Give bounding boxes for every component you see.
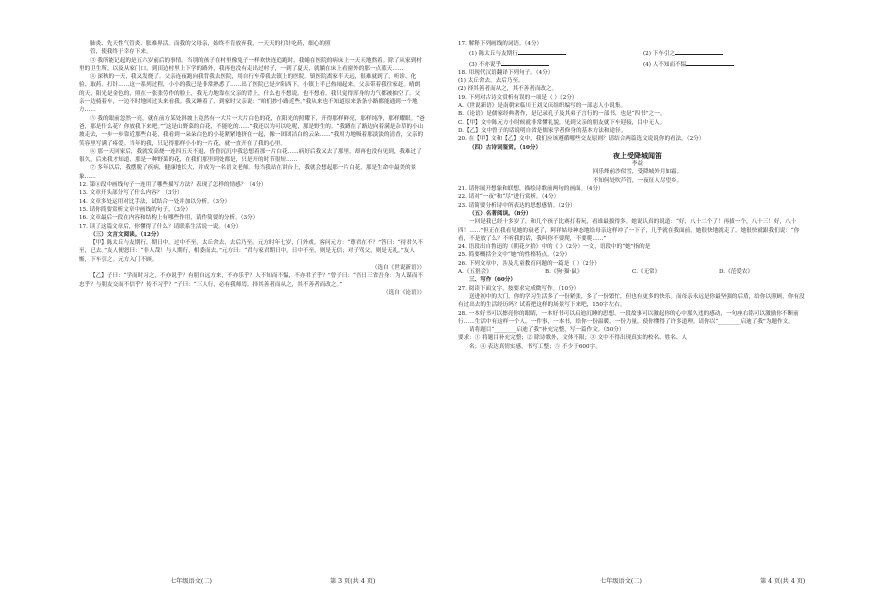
section-heading: （三）文言文阅读。（12分） <box>90 231 163 238</box>
paragraph-5: ⑤ 我的眼前忽然一亮，就在前方某处斜坡上竟然有一大片一大片白色的花，在阳光的照耀下，开得那样鲜亮，那样纯净，那样耀眼。“爸爸，那是什么花？你放我下来吧。”“这是山野菜的白花，不能吃的……”我还以为可以吃呢，那是野生的。“我蹲在了路边向着满是杂草的小山坡走去，一步一步靠近那些白花，我看到一朵朵白色的小花紧紧地挤在一起，像一团团洁白的云朵……”我用力地吸着那淡淡的清香，父亲的笑容里写满了疼爱。当年的我，只记得那样小小的一片花，就一直开在了我的心里。 <box>79 115 425 147</box>
question-14: 14. 文章多处运用对比手法，试结合一处并加以分析。（3分） <box>79 198 231 205</box>
question-28: 28. 一本好书可以擦亮你的眼睛，一本好书可以启迪沉睡的思想，一段故事可以激起你的心中那久违的感动，一句座右铭可以激励你不断前行……生活中有这样一个人，一件事，一本书，给你一份温暖、一份力量，使你懂得了许多道理。请你以“________启迪了我”为题作文。 <box>458 310 799 325</box>
q17-item: (4) 人不知而不愠 <box>632 59 806 69</box>
poem-author: 李益 <box>631 161 644 168</box>
page-4 <box>435 0 870 595</box>
question-18: 18. 用现代汉语翻译下列句子。（4分） <box>458 69 554 76</box>
question-13: 13. 文章开头部分写了什么内容？（3分） <box>79 190 183 197</box>
question-25: 25. 简要概括全文中“她”的性格特点。（2分） <box>458 252 571 259</box>
q26-option-d: D.《范爱农》 <box>719 269 754 276</box>
question-22: 22. 请对“一夜”和“尽”进行赏析。（4分） <box>458 194 560 201</box>
question-19: 19. 下列对古诗文赏析有误的一项是（ ）（2分） <box>458 94 578 101</box>
question-27: 27. 阅读下面文字，按要求完成微写作。（10分） <box>458 285 580 292</box>
q17-item: (1) 陈太丘与友期行 <box>458 48 632 58</box>
q19-option-a: A.《世说新语》是南朝宋临川王刘义庆组织编写的一部志人小说集。 <box>458 103 627 110</box>
q26-options <box>458 268 806 276</box>
writing-heading: 三、写作（60分） <box>469 277 516 284</box>
q18-item: (1) 太丘舍去，去后乃至。 <box>458 78 524 85</box>
q19-option-b: B.《论语》是儒家经典著作，是记录孔子及其弟子言行的一部书，也是“四书”之一。 <box>458 111 666 118</box>
q17-items <box>458 48 806 69</box>
body-line: 管，使我终于幸存下来。 <box>90 49 152 56</box>
paragraph-7: ⑦ 多年以后，我摆脱了疾病，健康地长大，并成为一名语文老师。每当我站在讲台上，我就会想起那一片白花，那是生命中最美的景象…… <box>79 165 417 180</box>
q26-option-a: A.《五猖会》 <box>458 269 492 276</box>
footer-page-number: 第 4 页(共 4 页) <box>760 578 806 585</box>
footer-page-number: 第 3 页(共 4 页) <box>330 578 376 585</box>
q19-option-d: D.【乙】文中曾子的话说明自省是儒家学者修身的基本方法和途径。 <box>458 127 627 134</box>
body-line: 肺炎、先天性气管炎、胀难界活。而我的父母亲，始终不肯放弃我，一天天的打针吃药，细心的照 <box>90 41 331 47</box>
section-heading: （四）古诗词鉴赏。（10分） <box>469 144 542 151</box>
question-15: 15. 请你简要赏析文章中画线的句子。（3分） <box>79 206 192 213</box>
answer-blank[interactable] <box>686 59 734 66</box>
answer-blank[interactable] <box>501 59 549 66</box>
source-note: （选自《世说新语》） <box>371 265 425 272</box>
footer-subject: 七年级语文(二) <box>600 578 642 585</box>
poem-line: 回乐烽前沙似雪，受降城外月如霜。 <box>592 169 683 176</box>
question-20: 20. 在【甲】文和【乙】文中，我们应该遵循哪些交友原则？请结合两篇选文说说你的看法。（2分） <box>458 136 705 143</box>
question-17-title: 17. 解释下列画线的词语。（4分） <box>458 41 543 47</box>
q28-title-instruction: 请将题目“________启迪了我”补充完整，写一篇作文。（50分） <box>469 327 625 334</box>
writing-requirements: 要求：① 将题目补充完整；② 除诗歌外，文体不限；③ 文中不得出现真实的校名、姓名、人 <box>458 335 688 342</box>
q19-option-c: C.【甲】文中陈元方小时候就非常懂礼貌，见到父亲的朋友就下车迎接，目中无人。 <box>458 119 666 126</box>
section-heading: （五）名著阅读。（8分） <box>469 210 532 217</box>
book-excerpt: 一回是我已经十多岁了，和几个孩子比赛打着玩，看谁最拔得多。她说认真的说道：“好，八十二个了！再拔一个，八十三！好，八十四！……”但正在我看见她的衰老了，阿祥姑母神态地给母亲这样冲了一下子，几乎就在我面前，她很快地就走了。她很快就跟我们说：“你看，不是放了么？不听我的话，我叫你不要爬，不要爬……” <box>458 219 800 242</box>
paragraph-3: ③ 我所能记起的是五六岁前后的事情。当别的孩子在村里像兔子一样欢快连追跑时，我蜷在医院的病床上一天天地熬着。除了从家到村里的卫生所，以及从家门口，到田边村里上下学的路外，我再也没有走出过村子，一到了夏天，就躺在床上看窗外的那一点蓝天…… <box>79 57 422 72</box>
footer-subject: 七年级语文(二) <box>170 578 212 585</box>
q17-item: (2) 下车引之 <box>632 48 806 58</box>
poem-line: 不知何处吹芦管，一夜征人尽望乡。 <box>592 177 683 184</box>
question-16: 16. 文章最后一段在内容和结构上有哪些作用，请作简要的分析。（3分） <box>79 215 259 222</box>
question-23: 23. 请简要分析诗中所表达的思想感情。（2分） <box>458 202 576 209</box>
source-note: （选自《论语》） <box>383 289 425 296</box>
q26-option-c: C.《无常》 <box>632 269 661 276</box>
paragraph-4: ④ 深秋的一天，我又发烧了。父亲连夜跑向我背我去医院，用自行车带我去镇上的医院。镇医院离家半天远，很难就到了，听诊、化验、取药、打针……这一系列过程，小小的我已是非常熟悉了……出了医院已是夕阳西下，小镇上半已热闹起来，父亲带着我往家赶。晴朗的天，阳光是金色的，照在一张张劳作的脸上，我无力地靠在父亲的背上，什么也不想说，也不想看，我只觉得浑身的力气都被抽空了。父亲一边骑着车，一边不时地回过头来看我。我又睡着了，到家时父亲说：“咱们抄小路近些。”我从来也不知道原来条条小路都能通到一个地方…… <box>79 74 421 114</box>
answer-blank[interactable] <box>675 48 723 55</box>
question-12: 12. 第⑥段中画线句子一连用了哪些描写方法？表现了怎样的情感？（4分） <box>79 182 267 189</box>
q26-option-b: B.《狗·猫·鼠》 <box>545 269 583 276</box>
question-17: 17. 读了这篇文章后，你懂得了什么？请联系生活说一说。（4分） <box>79 223 242 230</box>
writing-requirements: 名；④ 表达真情实感，书写工整；⑤ 不少于600字。 <box>469 343 601 350</box>
q17-item: (3) 不亦说乎 <box>458 59 632 69</box>
paragraph-6: ⑥ 那一天回家后，我就发高烧一连四五天不退，昏昏沉沉中我总想着那一片白花……病好后我又去了那里，却再也没有见到，我难过了很久。后来我才知道，那是一种野菜的花，在我们那里到处都是，只是开的时节很短…… <box>79 148 422 164</box>
q18-item: (2) 择其善者而从之，其不善者而改之。 <box>458 86 558 93</box>
question-24: 24. 语段出自鲁迅的《朝花夕拾》中的《 》（2分）一文，语段中的“她”指的是 <box>458 244 651 251</box>
passage-jia: 【甲】陈太丘与友期行，期日中。过中不至，太丘舍去，去后乃至。元方时年七岁，门外戏。客问元方：“尊君在不？”答曰：“待君久不至，已去。”友人便怒曰：“非人哉！与人期行，相委而去。”元方曰：“君与家君期日中。日中不至，则是无信；对子骂父，则是无礼。”友人惭，下车引之。元方入门不顾。 <box>79 240 424 263</box>
passage-yi: 【乙】子曰：“学而时习之，不亦说乎？有朋自远方来，不亦乐乎？人不知而不愠，不亦君子乎？”曾子曰：“吾日三省吾身：为人谋而不忠乎？与朋友交而不信乎？传不习乎？”子曰：“三人行，必有我师焉。择其善者而从之，其不善者而改之。” <box>79 273 424 288</box>
question-26: 26. 下列文章中，涉及儿童教育问题的一篇是（ ）（2分） <box>458 260 600 267</box>
poem-title: 夜上受降城闻笛 <box>613 150 662 160</box>
question-21: 21. 请你展开想象和联想，描绘诗歌前两句的画面。（4分） <box>458 186 604 193</box>
answer-blank[interactable] <box>518 48 566 55</box>
q27-prompt: 送进初中的大门，你的学习生活多了一份紧张，多了一份繁忙，但也有更多的快乐。而母亲永远是你最坚强的后盾，给你以照顾，你有没有过出去的生活经历吗？试着把这样的场景写下来吧，150字左右。 <box>458 293 805 309</box>
